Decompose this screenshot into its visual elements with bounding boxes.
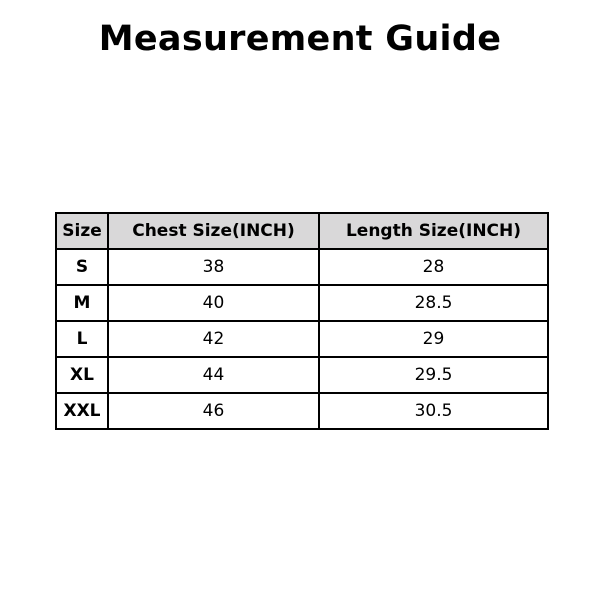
length-cell: 29 xyxy=(319,321,548,357)
chest-cell: 44 xyxy=(108,357,319,393)
chest-cell: 42 xyxy=(108,321,319,357)
chest-cell: 46 xyxy=(108,393,319,429)
header-length-size: Length Size(INCH) xyxy=(319,213,548,249)
size-cell: XL xyxy=(56,357,108,393)
page-title: Measurement Guide xyxy=(98,19,502,59)
size-cell: XXL xyxy=(56,393,108,429)
table-row xyxy=(56,357,548,393)
measurement-table xyxy=(55,212,549,430)
table-row xyxy=(56,285,548,321)
length-cell: 28 xyxy=(319,249,548,285)
size-cell: L xyxy=(56,321,108,357)
header-size: Size xyxy=(56,213,108,249)
header-chest-size: Chest Size(INCH) xyxy=(108,213,319,249)
table-header-row xyxy=(56,213,548,249)
length-cell: 30.5 xyxy=(319,393,548,429)
size-cell: M xyxy=(56,285,108,321)
chest-cell: 38 xyxy=(108,249,319,285)
length-cell: 28.5 xyxy=(319,285,548,321)
length-cell: 29.5 xyxy=(319,357,548,393)
table-row xyxy=(56,393,548,429)
chest-cell: 40 xyxy=(108,285,319,321)
size-cell: S xyxy=(56,249,108,285)
table-row xyxy=(56,249,548,285)
table-row xyxy=(56,321,548,357)
